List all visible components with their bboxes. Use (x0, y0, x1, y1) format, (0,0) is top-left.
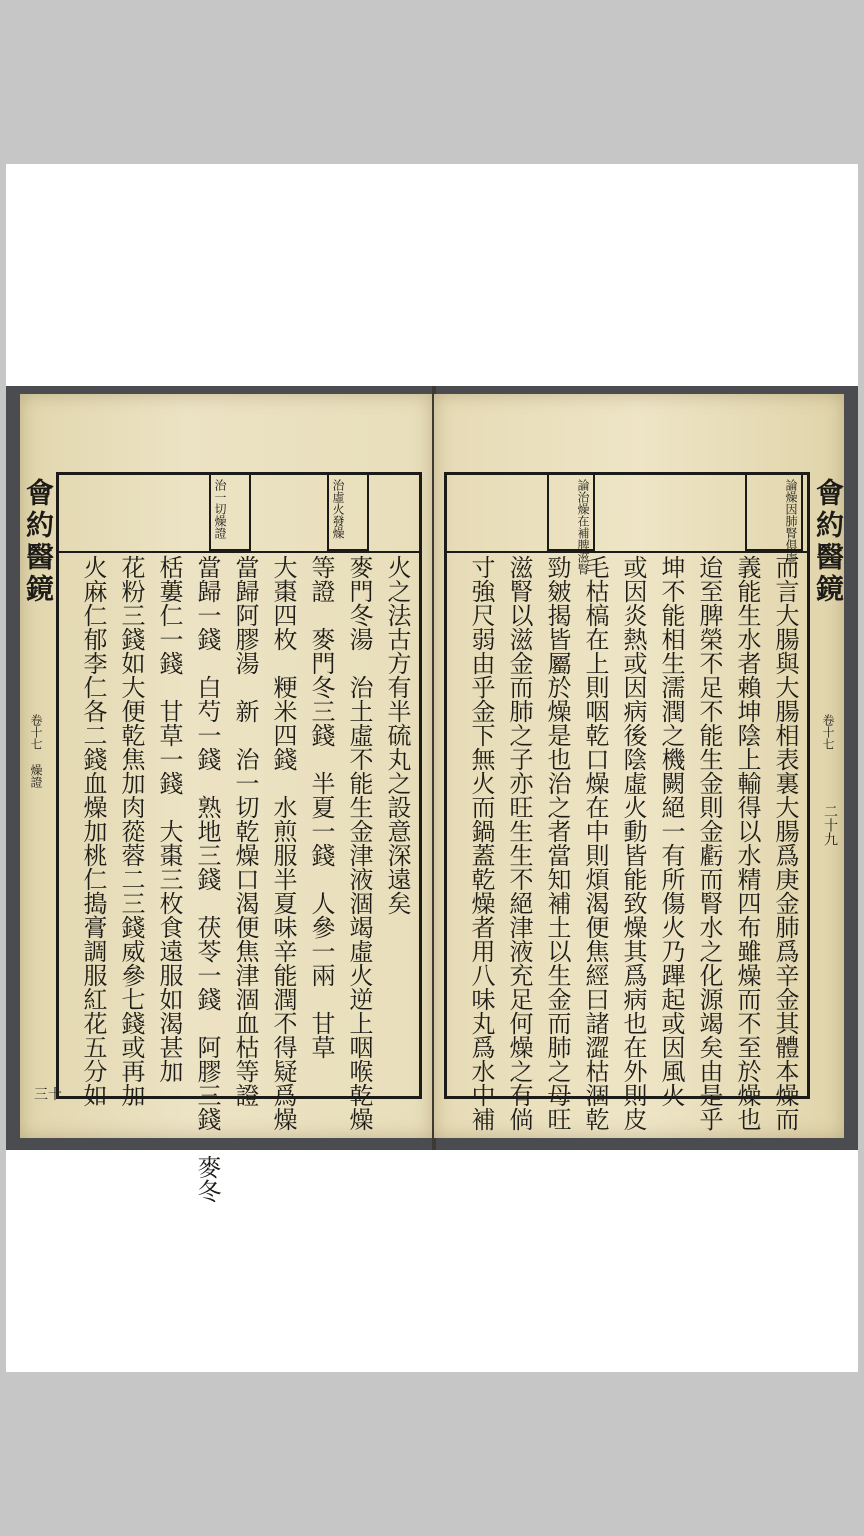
header-note-box (745, 473, 803, 563)
header-note: 治一切燥證 (213, 479, 227, 539)
margin-volume: 卷十七 燥證 (29, 714, 43, 788)
header-band (59, 475, 419, 553)
text-column: 迨至脾榮不足不能生金則金虧而腎水之化源竭矣由是乎 (695, 555, 723, 1131)
text-column: 滋腎以滋金而肺之子亦旺生生不絕津液充足何燥之有倘 (505, 555, 533, 1131)
text-column: 或因炎熱或因病後陰虛火動皆能致燥其爲病也在外則皮 (619, 555, 647, 1131)
text-column: 麥門冬湯 治土虛不能生金津液涸竭虛火逆上咽喉乾燥 (345, 555, 373, 1131)
margin-title: 會約醫鏡 (812, 478, 845, 606)
text-column: 勁皴揭皆屬於燥是也治之者當知補土以生金而肺之母旺 (543, 555, 571, 1131)
text-column: 毛枯槁在上則咽乾口燥在中則煩渴便焦經曰諸澀枯涸乾 (581, 555, 609, 1131)
header-note: 論燥因肺腎俱虛 (784, 479, 798, 563)
header-note-box (209, 473, 251, 551)
left-page (20, 394, 432, 1203)
header-note: 論治燥在補脾滋腎 (576, 479, 590, 575)
text-column: 火麻仁郁李仁各二錢血燥加桃仁搗膏調服紅花五分如 (79, 555, 107, 1107)
text-column: 火之法古方有半硫丸之設意深遠矣 (383, 555, 411, 915)
text-column: 而言大腸與大腸相表裏大腸爲庚金肺爲辛金其體本燥而 (771, 555, 799, 1131)
text-frame (444, 472, 810, 1131)
header-band (447, 475, 807, 575)
margin-volume: 卷十七 (821, 714, 835, 750)
text-column: 等證 麥門冬三錢 半夏一錢 人參一兩 甘草 (307, 555, 335, 1059)
page-number: 二十九 (822, 804, 838, 846)
text-column: 坤不能相生濡潤之機闕絕一有所傷火乃蹕起或因風火 (657, 555, 685, 1107)
text-column: 寸強尺弱由乎金下無火而鍋蓋乾燥者用八味丸爲水中補 (467, 555, 495, 1131)
header-note: 治虛火發燥 (331, 479, 345, 539)
text-column: 義能生水者賴坤陰上輸得以水精四布雖燥而不至於燥也 (733, 555, 761, 1131)
page-number: 三十 (34, 1087, 62, 1103)
text-column: 花粉三錢如大便乾焦加肉蓯蓉二三錢威參七錢或再加 (117, 555, 145, 1107)
text-frame (56, 472, 422, 1203)
text-column: 栝蔞仁一錢 甘草一錢 大棗三枚食遠服如渴甚加 (155, 555, 183, 1083)
right-page (434, 394, 844, 1138)
text-column: 當歸阿膠湯 新 治一切乾燥口渴便焦津涸血枯等證 (231, 555, 259, 1107)
margin-title: 會約醫鏡 (22, 478, 55, 606)
text-column: 大棗四枚 粳米四錢 水煎服半夏味辛能潤不得疑爲燥 (269, 555, 297, 1131)
header-note-box (547, 473, 595, 575)
header-note-box (327, 473, 369, 551)
book-photograph (6, 386, 858, 1203)
text-column: 當歸一錢 白芍一錢 熟地三錢 茯苓一錢 阿膠三錢 麥冬 (193, 555, 221, 1203)
